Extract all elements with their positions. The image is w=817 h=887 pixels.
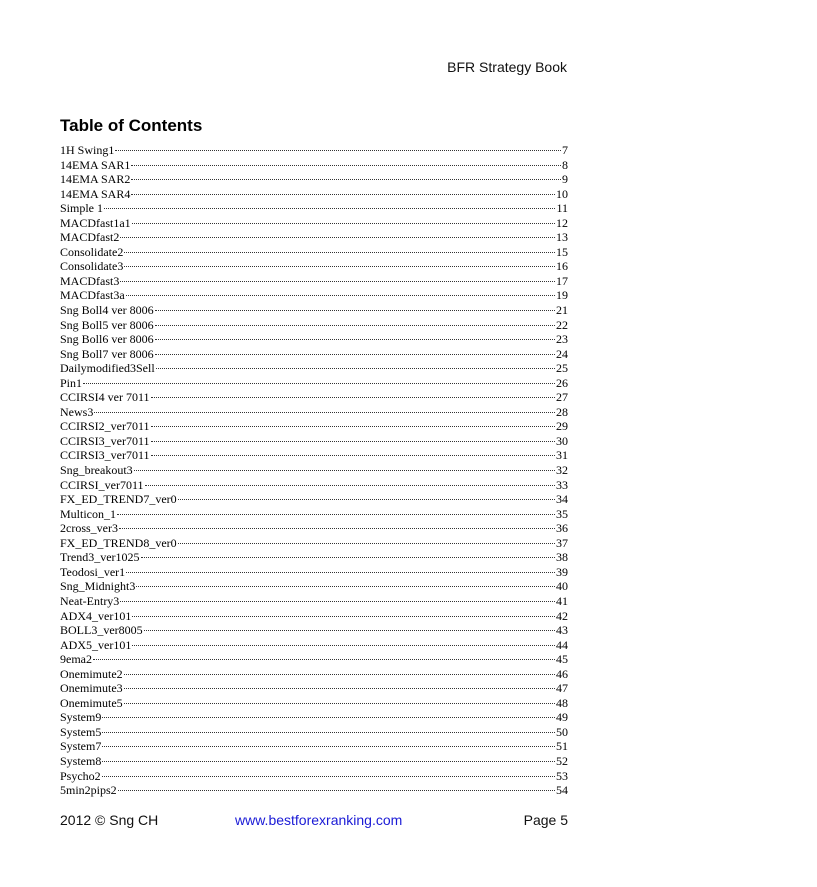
toc-entry-page: 42 [556, 608, 568, 623]
toc-entry-title: Dailymodified3Sell [60, 361, 155, 376]
toc-dot-leader [120, 601, 555, 602]
toc-entry[interactable] [60, 187, 568, 202]
toc-entry-title: FX_ED_TREND8_ver0 [60, 535, 177, 550]
toc-dot-leader [151, 455, 555, 456]
toc-entry[interactable] [60, 390, 568, 405]
toc-entry-title: Consolidate3 [60, 259, 124, 274]
toc-entry-title: Sng Boll7 ver 8006 [60, 346, 154, 361]
toc-dot-leader [134, 470, 555, 471]
toc-entry[interactable] [60, 754, 568, 769]
toc-entry[interactable] [60, 507, 568, 522]
toc-entry-title: Sng Boll5 ver 8006 [60, 317, 154, 332]
toc-heading: Table of Contents [60, 116, 203, 135]
table-of-contents [60, 143, 568, 798]
toc-entry[interactable] [60, 710, 568, 725]
toc-entry[interactable] [60, 361, 568, 376]
toc-entry-page: 12 [556, 215, 568, 230]
toc-entry-page: 17 [556, 273, 568, 288]
toc-dot-leader [131, 179, 561, 180]
toc-entry-title: MACDfast1a1 [60, 215, 131, 230]
toc-entry-title: CCIRSI4 ver 7011 [60, 390, 150, 405]
toc-entry-page: 26 [556, 375, 568, 390]
toc-entry-title: 14EMA SAR2 [60, 172, 131, 187]
toc-entry-page: 31 [556, 448, 568, 463]
toc-dot-leader [93, 659, 555, 660]
toc-entry-title: ADX5_ver101 [60, 637, 132, 652]
toc-entry-title: CCIRSI3_ver7011 [60, 448, 150, 463]
toc-dot-leader [124, 674, 555, 675]
toc-entry-page: 15 [556, 244, 568, 259]
toc-entry-page: 7 [562, 143, 568, 157]
toc-entry-page: 34 [556, 492, 568, 507]
toc-entry-page: 50 [556, 724, 568, 739]
toc-entry[interactable] [60, 769, 568, 784]
toc-entry-page: 27 [556, 390, 568, 405]
toc-entry[interactable] [60, 623, 568, 638]
toc-dot-leader [145, 485, 555, 486]
toc-entry-title: Sng_breakout3 [60, 463, 133, 478]
toc-entry-page: 28 [556, 404, 568, 419]
toc-entry-title: FX_ED_TREND7_ver0 [60, 492, 177, 507]
toc-dot-leader [124, 703, 555, 704]
toc-entry[interactable] [60, 201, 568, 216]
toc-dot-leader [94, 412, 555, 413]
toc-entry-page: 45 [556, 652, 568, 667]
toc-entry[interactable] [60, 609, 568, 624]
toc-dot-leader [141, 557, 555, 558]
toc-entry[interactable] [60, 638, 568, 653]
toc-entry-page: 36 [556, 521, 568, 536]
toc-entry-title: Onemimute5 [60, 695, 123, 710]
toc-dot-leader [115, 150, 561, 151]
toc-entry-page: 39 [556, 564, 568, 579]
toc-entry-page: 53 [556, 768, 568, 783]
toc-entry-title: MACDfast3a [60, 288, 125, 303]
toc-entry-page: 25 [556, 361, 568, 376]
toc-dot-leader [104, 208, 555, 209]
footer-page-number: Page 5 [523, 812, 568, 828]
toc-entry-page: 33 [556, 477, 568, 492]
toc-entry-page: 38 [556, 550, 568, 565]
toc-entry-title: Sng Boll6 ver 8006 [60, 332, 154, 347]
toc-entry-title: System5 [60, 724, 102, 739]
toc-dot-leader [178, 499, 555, 500]
toc-entry[interactable] [60, 143, 568, 158]
toc-entry[interactable] [60, 725, 568, 740]
toc-entry[interactable] [60, 696, 568, 711]
toc-dot-leader [156, 368, 555, 369]
toc-entry[interactable] [60, 230, 568, 245]
toc-dot-leader [144, 630, 555, 631]
toc-entry-page: 30 [556, 433, 568, 448]
footer-copyright: 2012 © Sng CH [60, 812, 159, 828]
toc-entry[interactable] [60, 274, 568, 289]
toc-entry-page: 44 [556, 637, 568, 652]
toc-entry-title: 14EMA SAR1 [60, 157, 131, 172]
toc-dot-leader [151, 397, 555, 398]
toc-entry-page: 46 [556, 666, 568, 681]
toc-dot-leader [124, 688, 555, 689]
toc-dot-leader [102, 746, 555, 747]
toc-entry-page: 32 [556, 463, 568, 478]
toc-entry[interactable] [60, 550, 568, 565]
toc-entry-page: 49 [556, 710, 568, 725]
toc-entry[interactable] [60, 681, 568, 696]
toc-dot-leader [102, 776, 555, 777]
toc-dot-leader [102, 732, 555, 733]
toc-entry-title: 1H Swing1 [60, 143, 115, 157]
toc-entry[interactable] [60, 259, 568, 274]
toc-entry-title: MACDfast3 [60, 273, 120, 288]
toc-entry-page: 21 [556, 303, 568, 318]
toc-entry-page: 24 [556, 346, 568, 361]
toc-entry-title: Onemimute2 [60, 666, 123, 681]
toc-entry-title: CCIRSI2_ver7011 [60, 419, 150, 434]
toc-dot-leader [131, 194, 555, 195]
toc-entry-page: 22 [556, 317, 568, 332]
toc-entry-title: Sng_Midnight3 [60, 579, 136, 594]
toc-entry[interactable] [60, 739, 568, 754]
toc-entry-title: 2cross_ver3 [60, 521, 118, 536]
toc-entry-title: Teodosi_ver1 [60, 564, 126, 579]
toc-dot-leader [117, 514, 555, 515]
toc-entry-page: 11 [556, 201, 568, 216]
toc-entry-page: 8 [562, 157, 568, 172]
toc-entry[interactable] [60, 376, 568, 391]
toc-entry[interactable] [60, 667, 568, 682]
toc-entry-title: Consolidate2 [60, 244, 124, 259]
toc-entry-title: Pin1 [60, 375, 83, 390]
toc-dot-leader [118, 790, 555, 791]
toc-entry-page: 51 [556, 739, 568, 754]
toc-dot-leader [124, 252, 555, 253]
toc-entry[interactable] [60, 492, 568, 507]
toc-dot-leader [155, 354, 555, 355]
toc-dot-leader [120, 237, 555, 238]
toc-entry-page: 19 [556, 288, 568, 303]
header-title: BFR Strategy Book [447, 59, 567, 75]
toc-entry-title: MACDfast2 [60, 230, 120, 245]
toc-entry-title: CCIRSI3_ver7011 [60, 433, 150, 448]
toc-entry-title: System9 [60, 710, 102, 725]
toc-dot-leader [83, 383, 555, 384]
toc-entry-page: 41 [556, 593, 568, 608]
toc-entry-title: Onemimute3 [60, 681, 123, 696]
toc-entry[interactable] [60, 463, 568, 478]
toc-dot-leader [155, 310, 555, 311]
toc-entry-page: 10 [556, 186, 568, 201]
toc-entry-page: 52 [556, 753, 568, 768]
toc-entry[interactable] [60, 652, 568, 667]
toc-entry-title: BOLL3_ver8005 [60, 623, 143, 638]
toc-entry[interactable] [60, 245, 568, 260]
toc-dot-leader [132, 223, 555, 224]
toc-entry-page: 37 [556, 535, 568, 550]
toc-entry[interactable] [60, 579, 568, 594]
toc-entry[interactable] [60, 594, 568, 609]
toc-entry[interactable] [60, 521, 568, 536]
toc-entry-page: 47 [556, 681, 568, 696]
footer-website-link[interactable]: www.bestforexranking.com [235, 812, 403, 828]
toc-dot-leader [155, 325, 555, 326]
toc-entry-title: Neat-Entry3 [60, 593, 120, 608]
toc-entry-title: Psycho2 [60, 768, 101, 783]
toc-entry-title: 14EMA SAR4 [60, 186, 131, 201]
toc-entry[interactable] [60, 448, 568, 463]
toc-entry-title: 5min2pips2 [60, 783, 117, 798]
toc-entry-page: 16 [556, 259, 568, 274]
toc-entry-title: Sng Boll4 ver 8006 [60, 303, 154, 318]
toc-entry[interactable] [60, 347, 568, 362]
toc-dot-leader [120, 281, 555, 282]
toc-entry[interactable] [60, 216, 568, 231]
toc-dot-leader [124, 266, 555, 267]
toc-dot-leader [131, 165, 561, 166]
toc-entry[interactable] [60, 158, 568, 173]
toc-entry-title: CCIRSI_ver7011 [60, 477, 144, 492]
toc-dot-leader [132, 645, 555, 646]
toc-entry-title: News3 [60, 404, 94, 419]
toc-entry[interactable] [60, 172, 568, 187]
toc-entry-title: 9ema2 [60, 652, 92, 667]
toc-dot-leader [178, 543, 555, 544]
toc-entry[interactable] [60, 434, 568, 449]
toc-dot-leader [119, 528, 555, 529]
toc-entry[interactable] [60, 318, 568, 333]
toc-dot-leader [151, 426, 555, 427]
toc-entry-title: System8 [60, 753, 102, 768]
page-footer [60, 812, 568, 830]
toc-entry-page: 48 [556, 695, 568, 710]
toc-entry[interactable] [60, 303, 568, 318]
toc-entry[interactable] [60, 783, 568, 798]
toc-entry-page: 9 [562, 172, 568, 187]
toc-entry-title: ADX4_ver101 [60, 608, 132, 623]
toc-entry[interactable] [60, 405, 568, 420]
toc-entry[interactable] [60, 536, 568, 551]
toc-dot-leader [102, 761, 555, 762]
toc-entry[interactable] [60, 478, 568, 493]
toc-entry-title: Simple 1 [60, 201, 104, 216]
toc-entry-page: 29 [556, 419, 568, 434]
toc-entry[interactable] [60, 332, 568, 347]
toc-entry[interactable] [60, 565, 568, 580]
toc-entry-title: Multicon_1 [60, 506, 116, 521]
toc-dot-leader [126, 295, 555, 296]
toc-dot-leader [151, 441, 555, 442]
toc-entry[interactable] [60, 419, 568, 434]
toc-dot-leader [126, 572, 555, 573]
toc-entry-page: 54 [556, 783, 568, 798]
toc-entry[interactable] [60, 288, 568, 303]
toc-dot-leader [102, 717, 555, 718]
toc-entry-page: 40 [556, 579, 568, 594]
toc-entry-page: 43 [556, 623, 568, 638]
toc-entry-page: 13 [556, 230, 568, 245]
toc-entry-title: Trend3_ver1025 [60, 550, 140, 565]
toc-entry-page: 35 [556, 506, 568, 521]
toc-dot-leader [132, 616, 555, 617]
toc-dot-leader [136, 586, 555, 587]
toc-dot-leader [155, 339, 555, 340]
toc-entry-page: 23 [556, 332, 568, 347]
toc-entry-title: System7 [60, 739, 102, 754]
